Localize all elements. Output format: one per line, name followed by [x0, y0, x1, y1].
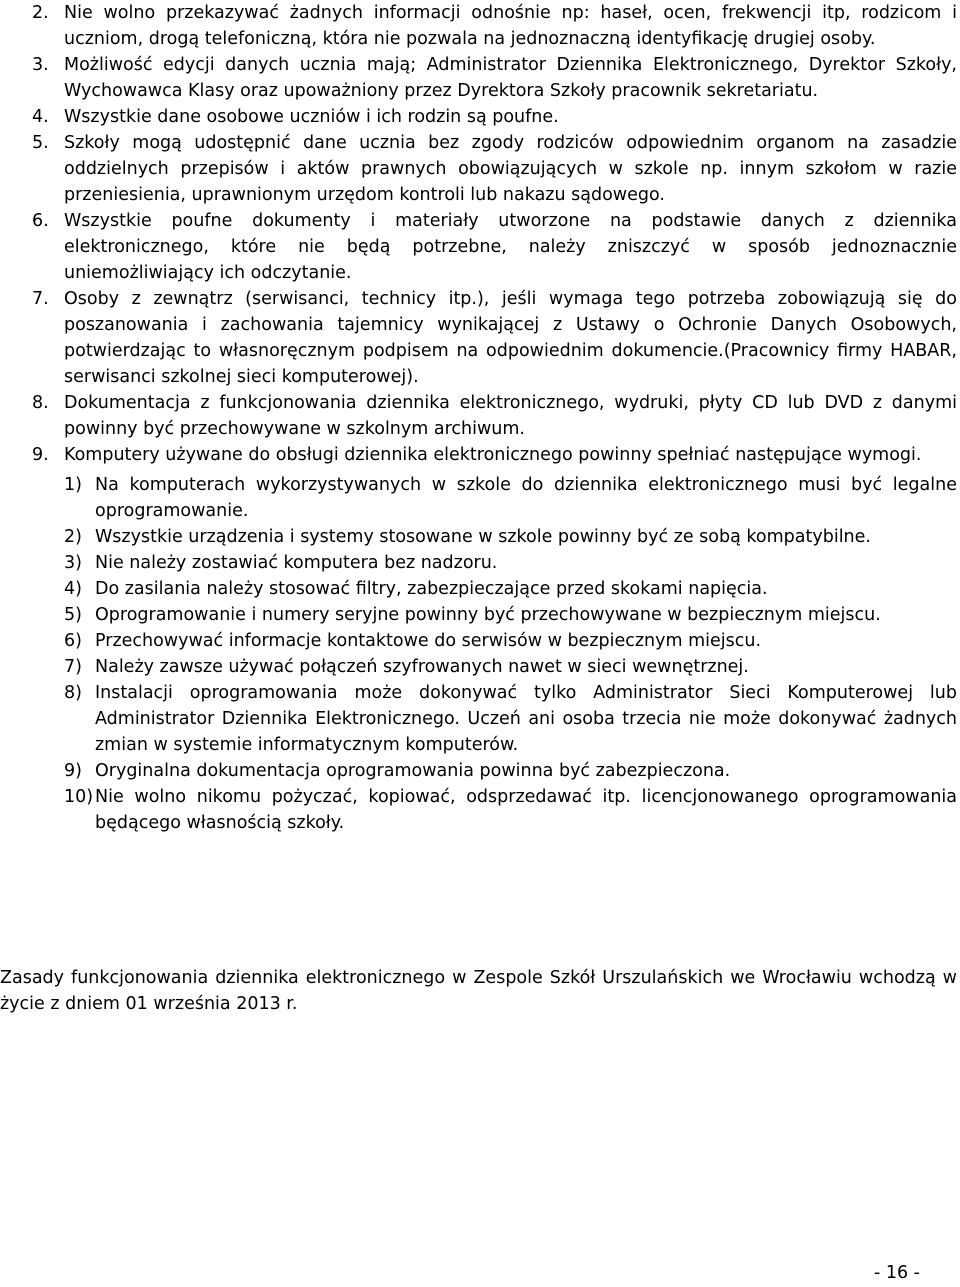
sub-list-item-number: 4) — [64, 579, 82, 599]
sub-list-item-number: 1) — [64, 475, 82, 495]
sub-list-item — [0, 602, 960, 628]
sub-list-item — [0, 524, 960, 550]
sub-list-item-number: 2) — [64, 527, 82, 547]
sub-list-item-number: 6) — [64, 631, 82, 651]
sub-list-item-text: Do zasilania należy stosować filtry, zabezpieczające przed skokami napięcia. — [95, 579, 768, 599]
list-item-number: 7. — [32, 289, 49, 309]
sub-list-item-text: Nie wolno nikomu pożyczać, kopiować, odsprzedawać itp. licencjonowanego oprogramowania będącego własnością szkoły. — [95, 787, 957, 833]
sub-list-item-text: Instalacji oprogramowania może dokonywać tylko Administrator Sieci Komputerowej lub Administrator Dziennika Elektronicznego. Uczeń ani osoba trzecia nie może dokonywać żadnych zmian w systemie informatycznym komputerów. — [95, 683, 957, 755]
sub-list-item-text: Należy zawsze używać połączeń szyfrowanych nawet w sieci wewnętrznej. — [95, 657, 749, 677]
sub-list-item — [0, 758, 960, 784]
effective-date-note: Zasady funkcjonowania dziennika elektronicznego w Zespole Szkół Urszulańskich we Wrocławiu wchodzą w życie z dniem 01 września 2013 r. — [0, 968, 957, 1014]
sub-list-item-text: Oryginalna dokumentacja oprogramowania powinna być zabezpieczona. — [95, 761, 731, 781]
sub-list-item — [0, 628, 960, 654]
sub-list-item-text: Na komputerach wykorzystywanych w szkole do dziennika elektronicznego musi być legalne oprogramowanie. — [95, 475, 957, 521]
sub-list-item-number: 3) — [64, 553, 82, 573]
sub-list-item-number: 5) — [64, 605, 82, 625]
page-number: - 16 - — [873, 1263, 920, 1283]
list-item-number: 2. — [32, 3, 49, 23]
list-item — [0, 52, 960, 104]
list-item-text: Nie wolno przekazywać żadnych informacji odnośnie np: haseł, ocen, frekwencji itp, rodzicom i uczniom, drogą telefoniczną, która nie pozwala na jednoznaczną identyfikację drugiej osoby. — [64, 3, 957, 49]
list-item-text: Wszystkie poufne dokumenty i materiały utworzone na podstawie danych z dziennika elektronicznego, które nie będą potrzebne, należy zniszczyć w sposób jednoznacznie uniemożliwiający ich odczytanie. — [64, 211, 957, 283]
list-item-number: 3. — [32, 55, 49, 75]
list-item-text: Komputery używane do obsługi dziennika elektronicznego powinny spełniać następujące wymogi. — [64, 445, 922, 465]
list-item — [0, 208, 960, 286]
list-item — [0, 442, 960, 468]
list-item-number: 9. — [32, 445, 49, 465]
list-item — [0, 390, 960, 442]
sub-list-item — [0, 784, 960, 836]
sub-list-item — [0, 680, 960, 758]
computer-requirements-list — [0, 472, 960, 836]
list-item-text: Osoby z zewnątrz (serwisanci, technicy itp.), jeśli wymaga tego potrzeba zobowiązują się do poszanowania i zachowania tajemnicy wynikającej z Ustawy o Ochronie Danych Osobowych, potwierdzając to własnoręcznym podpisem na odpowiednim dokumencie.(Pracownicy firmy HABAR, serwisanci szkolnej sieci komputerowej). — [64, 289, 957, 387]
list-item-number: 4. — [32, 107, 49, 127]
sub-list-item-text: Nie należy zostawiać komputera bez nadzoru. — [95, 553, 498, 573]
list-item-text: Dokumentacja z funkcjonowania dziennika elektronicznego, wydruki, płyty CD lub DVD z danymi powinny być przechowywane w szkolnym archiwum. — [64, 393, 957, 439]
list-item — [0, 130, 960, 208]
sub-list-item-number: 9) — [64, 761, 82, 781]
list-item — [0, 0, 960, 52]
list-item-text: Możliwość edycji danych ucznia mają; Administrator Dziennika Elektronicznego, Dyrektor Szkoły, Wychowawca Klasy oraz upoważniony przez Dyrektora Szkoły pracownik sekretariatu. — [64, 55, 957, 101]
sub-list-item-text: Oprogramowanie i numery seryjne powinny być przechowywane w bezpiecznym miejscu. — [95, 605, 881, 625]
sub-list-item-text: Wszystkie urządzenia i systemy stosowane w szkole powinny być ze sobą kompatybilne. — [95, 527, 871, 547]
list-item — [0, 104, 960, 130]
sub-list-item-number: 8) — [64, 683, 82, 703]
sub-list-item — [0, 654, 960, 680]
sub-list-item-text: Przechowywać informacje kontaktowe do serwisów w bezpiecznym miejscu. — [95, 631, 762, 651]
sub-list-item — [0, 550, 960, 576]
sub-list-item — [0, 576, 960, 602]
list-item-number: 6. — [32, 211, 49, 231]
list-item-number: 8. — [32, 393, 49, 413]
sub-list-item-number: 10) — [64, 787, 94, 807]
sub-list-item — [0, 472, 960, 524]
list-item-number: 5. — [32, 133, 49, 153]
list-item-text: Szkoły mogą udostępnić dane ucznia bez zgody rodziców odpowiednim organom na zasadzie oddzielnych przepisów i aktów prawnych obowiązujących w szkole np. innym szkołom w razie przeniesienia, uprawnionym urzędom kontroli lub nakazu sądowego. — [64, 133, 957, 205]
list-item — [0, 286, 960, 390]
list-item-text: Wszystkie dane osobowe uczniów i ich rodzin są poufne. — [64, 107, 559, 127]
sub-list-item-number: 7) — [64, 657, 82, 677]
